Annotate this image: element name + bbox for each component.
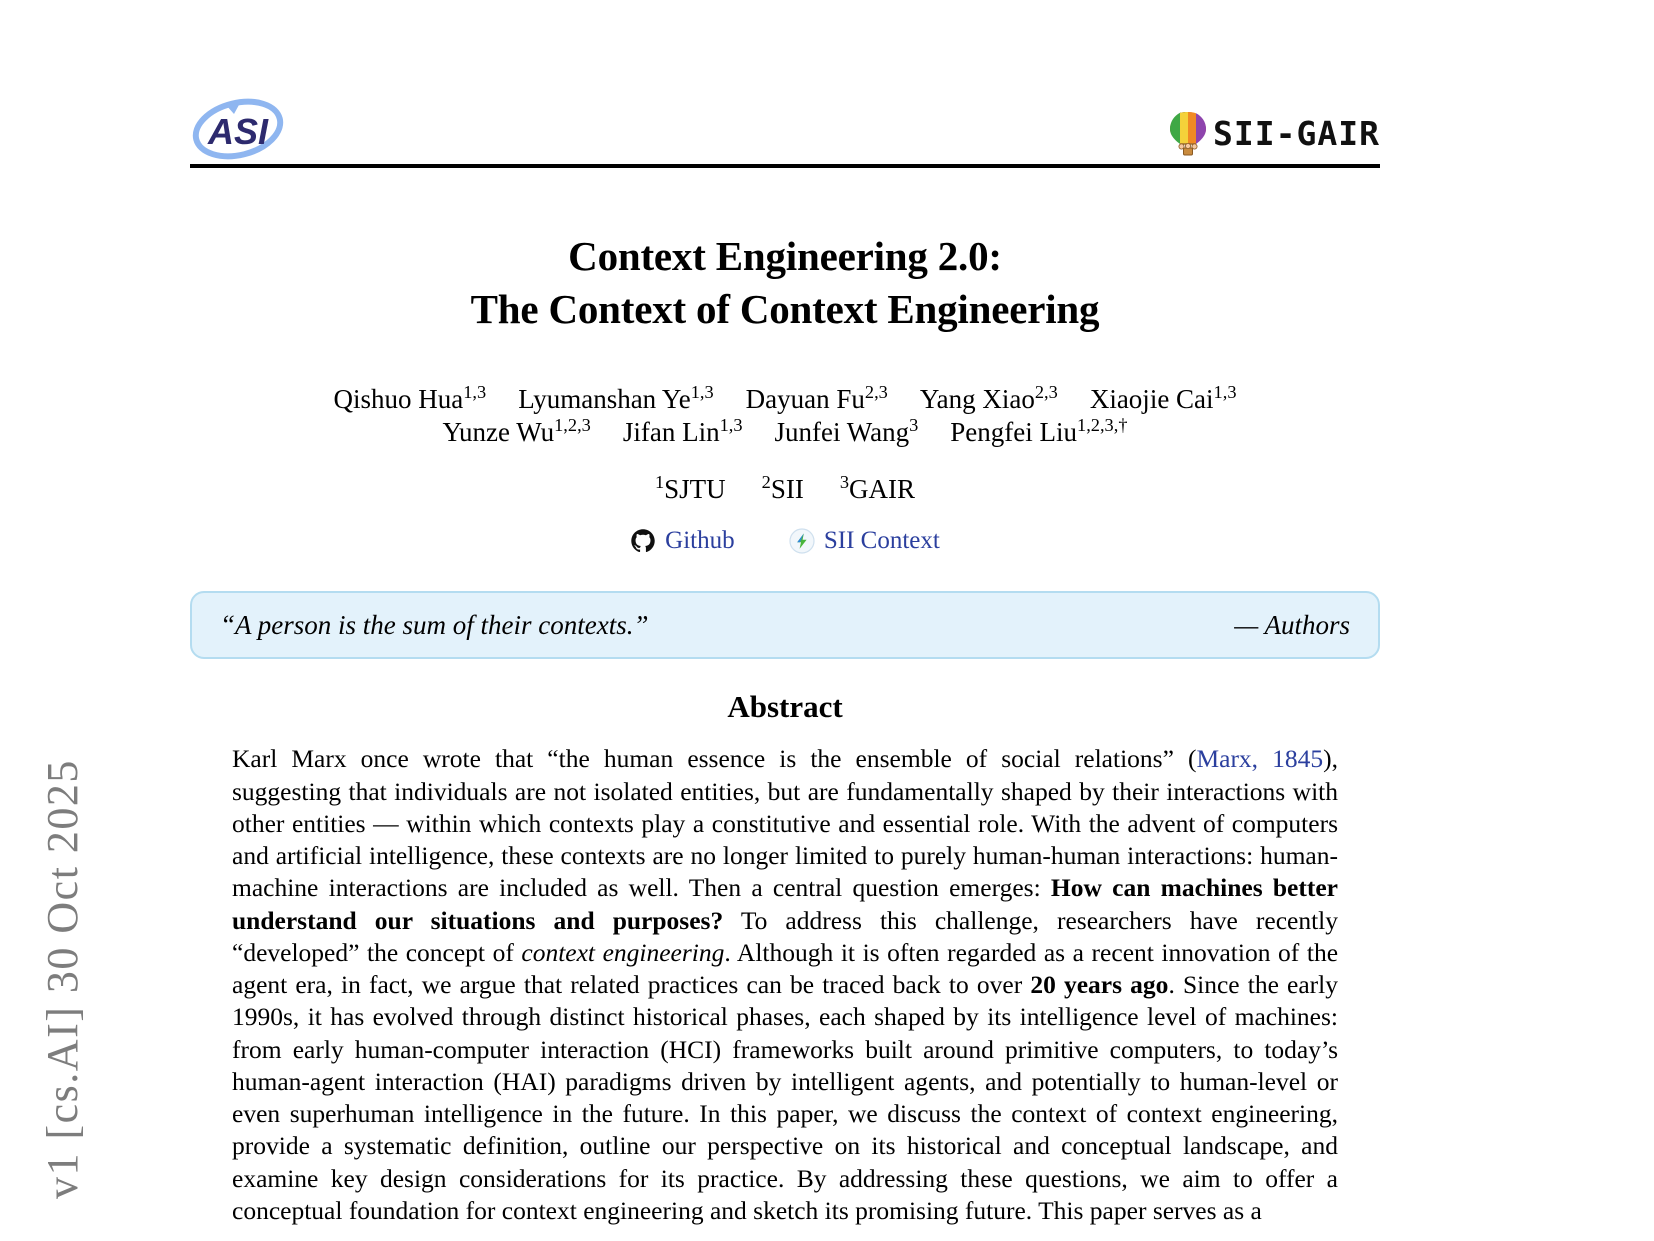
title-line-2: The Context of Context Engineering xyxy=(470,286,1100,333)
author-affiliation-marker: 1,2,3,† xyxy=(1077,414,1128,435)
arxiv-stamp-text: v1 [cs.AI] 30 Oct 2025 xyxy=(37,759,87,1199)
author xyxy=(1090,383,1237,416)
affiliation-marker: 3 xyxy=(839,472,850,493)
abstract-emphasis: 20 years ago xyxy=(1030,970,1169,1000)
abstract-text: . Although it is often regarded as a recent innovation of the agent era, in fact, we argue that related practices can be traced back to over xyxy=(232,937,1339,1000)
affiliation-list xyxy=(190,474,1380,505)
github-link-label: Github xyxy=(665,527,735,555)
author-affiliation-marker: 3 xyxy=(909,414,919,435)
paper-page xyxy=(190,0,1380,1241)
affiliation-marker: 1 xyxy=(654,472,665,493)
author xyxy=(920,383,1058,416)
abstract-term: context engineering xyxy=(521,937,725,967)
author-name: Xiaojie Cai xyxy=(1089,383,1214,414)
abstract-heading: Abstract xyxy=(727,689,843,725)
affiliation xyxy=(762,474,804,505)
author xyxy=(442,416,590,449)
quote-text: “A person is the sum of their contexts.” xyxy=(220,609,649,640)
resource-links xyxy=(190,527,1380,561)
github-link[interactable] xyxy=(630,527,734,555)
quote-callout xyxy=(190,591,1380,659)
author-name: Junfei Wang xyxy=(774,416,910,447)
author-name: Pengfei Liu xyxy=(950,416,1078,447)
abstract-text: . Since the early 1990s, it has evolved through distinct historical phases, each shaped by its intelligence level of machines: from early human-computer interaction (HCI) frameworks built around primitive computers, to today’s human-agent interaction (HAI) paradigms driven by intelligent agents, and potentially to human-level or even superhuman intelligence in the future. In this paper, we discuss the context of context engineering, provide a systematic definition, outline our perspective on its historical and conceptual landscape, and examine key design considerations for its practice. By addressing these questions, we aim to offer a conceptual foundation for context engineering and sketch its promising future. This paper serves as a xyxy=(232,970,1338,1225)
affiliation-name: GAIR xyxy=(849,474,916,505)
affiliation-name: SII xyxy=(770,474,804,505)
abstract-text: ), suggesting that individuals are not isolated entities, but are fundamentally shaped by their interactions with other entities — within which contexts play a constitutive and essential role. With the advent of computers and artificial intelligence, these contexts are no longer limited to purely human-human interactions: human-machine interactions are included as well. Then a central question emerges: xyxy=(232,744,1339,903)
author-name: Yunze Wu xyxy=(442,416,555,447)
sii-context-link[interactable] xyxy=(789,527,940,555)
affiliation-name: SJTU xyxy=(664,474,726,505)
title-line-1: Context Engineering 2.0: xyxy=(568,233,1002,279)
author xyxy=(950,416,1127,449)
sii-gair-brand xyxy=(1167,110,1380,164)
sii-context-icon xyxy=(789,528,815,554)
quote-attribution: — Authors xyxy=(1234,609,1350,640)
title-block xyxy=(190,230,1380,337)
author-name: Yang Xiao xyxy=(919,383,1035,414)
author-affiliation-marker: 1,3 xyxy=(463,381,487,402)
abstract-text: Karl Marx once wrote that “the human essence is the ensemble of social relations” ( xyxy=(232,744,1197,774)
github-icon xyxy=(630,528,656,554)
author-list xyxy=(190,383,1380,449)
author-row-1 xyxy=(190,383,1380,416)
author xyxy=(334,383,487,416)
author-name: Jifan Lin xyxy=(622,416,720,447)
citation-link[interactable]: Marx, 1845 xyxy=(1196,744,1324,774)
author-affiliation-marker: 2,3 xyxy=(1034,381,1058,402)
author-row-2 xyxy=(190,416,1380,449)
author-affiliation-marker: 2,3 xyxy=(864,381,888,402)
author-affiliation-marker: 1,3 xyxy=(690,381,714,402)
abstract-emphasis: How can machines better understand our situations and purposes? xyxy=(232,873,1338,935)
author xyxy=(746,383,888,416)
svg-text:ASI: ASI xyxy=(207,111,269,152)
affiliation-marker: 2 xyxy=(761,472,771,493)
sii-context-link-label: SII Context xyxy=(823,527,940,555)
author xyxy=(518,383,713,416)
author-affiliation-marker: 1,3 xyxy=(1213,381,1237,402)
author-name: Qishuo Hua xyxy=(333,383,464,414)
hot-air-balloon-icon xyxy=(1167,110,1209,156)
author xyxy=(775,416,919,449)
author-affiliation-marker: 1,3 xyxy=(719,414,743,435)
abstract-body xyxy=(190,743,1380,1227)
arxiv-stamp xyxy=(0,0,120,1241)
masthead xyxy=(190,0,1380,168)
author-name: Lyumanshan Ye xyxy=(518,383,691,414)
asi-logo-icon xyxy=(190,98,286,160)
page-title xyxy=(190,230,1380,337)
affiliation xyxy=(840,474,915,505)
asi-brand xyxy=(190,98,286,164)
affiliation xyxy=(655,474,726,505)
author xyxy=(623,416,743,449)
author-affiliation-marker: 1,2,3 xyxy=(554,414,591,435)
abstract-text: To address this challenge, researchers have recently “developed” the concept of xyxy=(232,905,1338,967)
author-name: Dayuan Fu xyxy=(745,383,865,414)
sii-gair-label: SII-GAIR xyxy=(1213,113,1380,153)
